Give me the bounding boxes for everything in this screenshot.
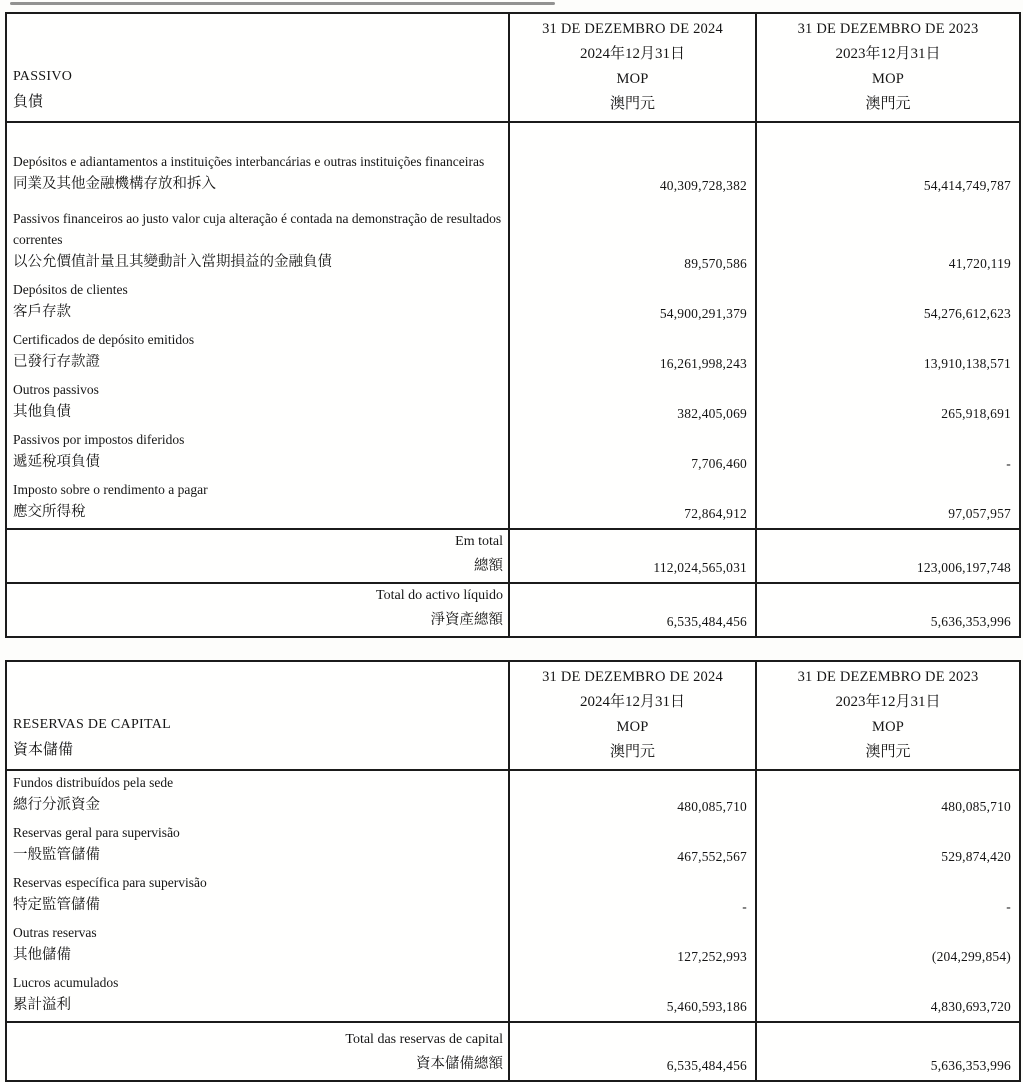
row-label-zh: 總行分派資金 — [13, 797, 100, 813]
row-label-pt: Fundos distribuídos pela sede — [13, 775, 174, 790]
table-row — [6, 921, 1020, 971]
row-label-zh: 已發行存款證 — [13, 354, 100, 370]
table-row — [6, 328, 1020, 378]
value-2024: - — [509, 871, 756, 921]
table-row — [6, 971, 1020, 1022]
column-header-2023 — [756, 661, 1020, 770]
total-label-pt: Em total — [455, 534, 503, 549]
row-label-zh: 其他儲備 — [13, 947, 71, 963]
value-2023: 54,414,749,787 — [756, 122, 1020, 200]
row-label-zh: 累計溢利 — [13, 997, 71, 1013]
value-2023: 97,057,957 — [756, 478, 1020, 529]
row-label-pt: Passivos financeiros ao justo valor cuja alteração é contada na demonstração de resultados correntes — [13, 211, 502, 247]
row-label-zh: 其他負債 — [13, 404, 71, 420]
value-2024: 54,900,291,379 — [509, 278, 756, 328]
row-label-pt: Certificados de depósito emitidos — [13, 332, 195, 347]
value-2024: 89,570,586 — [509, 200, 756, 278]
value-2024: 480,085,710 — [509, 770, 756, 821]
value-2024: 40,309,728,382 — [509, 122, 756, 200]
row-label-pt: Outros passivos — [13, 382, 99, 397]
row-label-pt: Depósitos e adiantamentos a instituições interbancárias e outras instituições financeiras — [13, 154, 485, 169]
section-header-cell — [6, 661, 509, 770]
total-label-zh: 淨資產總額 — [430, 612, 503, 628]
section-header-cell — [6, 13, 509, 122]
row-label-zh: 以公允價值計量且其變動計入當期損益的金融負債 — [13, 254, 332, 270]
value-2023: 13,910,138,571 — [756, 328, 1020, 378]
column-header-2024 — [509, 13, 756, 122]
value-2024: 5,460,593,186 — [509, 971, 756, 1022]
total-label-zh: 資本儲備總額 — [416, 1056, 503, 1072]
row-label-pt: Outras reservas — [13, 925, 97, 940]
table-row — [6, 821, 1020, 871]
table-row — [6, 478, 1020, 529]
currency-zh-2024: 澳門元 — [609, 744, 655, 760]
row-label-pt: Imposto sobre o rendimento a pagar — [13, 482, 208, 497]
currency-zh-2023: 澳門元 — [865, 744, 911, 760]
table-row — [6, 871, 1020, 921]
value-2024: 16,261,998,243 — [509, 328, 756, 378]
date-title-2023: 31 DE DEZEMBRO DE 2023 — [797, 21, 979, 37]
currency-2023: MOP — [871, 719, 905, 735]
header-row — [6, 661, 1020, 770]
currency-zh-2023: 澳門元 — [865, 96, 911, 112]
row-label-zh: 同業及其他金融機構存放和拆入 — [13, 176, 216, 192]
section-title-pt: PASSIVO — [13, 69, 73, 84]
row-label-zh: 一般監管儲備 — [13, 847, 100, 863]
liabilities-table — [5, 12, 1021, 638]
capital-reserves-table — [5, 660, 1021, 1082]
row-label-zh: 特定監管儲備 — [13, 897, 100, 913]
total-label-zh: 總額 — [474, 558, 503, 574]
row-label-zh: 客戶存款 — [13, 304, 71, 320]
header-row — [6, 13, 1020, 122]
row-label-pt: Reservas específica para supervisão — [13, 875, 207, 890]
currency-2023: MOP — [871, 71, 905, 87]
currency-zh-2024: 澳門元 — [609, 96, 655, 112]
section-title-pt: RESERVAS DE CAPITAL — [13, 717, 171, 732]
date-title-2024: 31 DE DEZEMBRO DE 2024 — [542, 21, 723, 37]
value-2024: 467,552,567 — [509, 821, 756, 871]
value-2023: - — [756, 871, 1020, 921]
total-value-2024: 6,535,484,456 — [509, 583, 756, 637]
total-value-2023: 5,636,353,996 — [756, 583, 1020, 637]
value-2023: 4,830,693,720 — [756, 971, 1020, 1022]
currency-2024: MOP — [616, 719, 649, 735]
value-2023: 54,276,612,623 — [756, 278, 1020, 328]
value-2023: 265,918,691 — [756, 378, 1020, 428]
table-row — [6, 428, 1020, 478]
row-label-pt: Reservas geral para supervisão — [13, 825, 180, 840]
table-gap — [5, 638, 1019, 660]
value-2024: 127,252,993 — [509, 921, 756, 971]
value-2024: 382,405,069 — [509, 378, 756, 428]
column-header-2023 — [756, 13, 1020, 122]
row-label-zh: 遞延稅項負債 — [13, 454, 100, 470]
value-2023: 41,720,119 — [756, 200, 1020, 278]
total-value-2024: 112,024,565,031 — [509, 529, 756, 583]
value-2024: 72,864,912 — [509, 478, 756, 529]
value-2024: 7,706,460 — [509, 428, 756, 478]
total-value-2023: 5,636,353,996 — [756, 1022, 1020, 1081]
currency-2024: MOP — [616, 71, 649, 87]
total-label-pt: Total do activo líquido — [376, 588, 503, 603]
row-label-zh: 應交所得稅 — [13, 504, 86, 520]
total-value-2023: 123,006,197,748 — [756, 529, 1020, 583]
row-label-pt: Passivos por impostos diferidos — [13, 432, 185, 447]
total-row — [6, 583, 1020, 637]
total-label-pt: Total das reservas de capital — [345, 1032, 503, 1047]
table-row — [6, 278, 1020, 328]
table-row — [6, 122, 1020, 200]
total-row — [6, 1022, 1020, 1081]
total-row — [6, 529, 1020, 583]
value-2023: 480,085,710 — [756, 770, 1020, 821]
date-title-2023: 31 DE DEZEMBRO DE 2023 — [797, 669, 979, 685]
date-zh-2023: 2023年12月31日 — [835, 694, 941, 710]
scan-artifact — [10, 2, 555, 5]
value-2023: - — [756, 428, 1020, 478]
section-title-zh: 負債 — [13, 94, 44, 110]
value-2023: (204,299,854) — [756, 921, 1020, 971]
table-row — [6, 770, 1020, 821]
total-value-2024: 6,535,484,456 — [509, 1022, 756, 1081]
date-title-2024: 31 DE DEZEMBRO DE 2024 — [542, 669, 723, 685]
value-2023: 529,874,420 — [756, 821, 1020, 871]
column-header-2024 — [509, 661, 756, 770]
date-zh-2024: 2024年12月31日 — [579, 46, 685, 62]
row-label-pt: Depósitos de clientes — [13, 282, 128, 297]
row-label-pt: Lucros acumulados — [13, 975, 119, 990]
date-zh-2023: 2023年12月31日 — [835, 46, 941, 62]
table-row — [6, 200, 1020, 278]
section-title-zh: 資本儲備 — [13, 742, 74, 758]
date-zh-2024: 2024年12月31日 — [579, 694, 685, 710]
table-row — [6, 378, 1020, 428]
